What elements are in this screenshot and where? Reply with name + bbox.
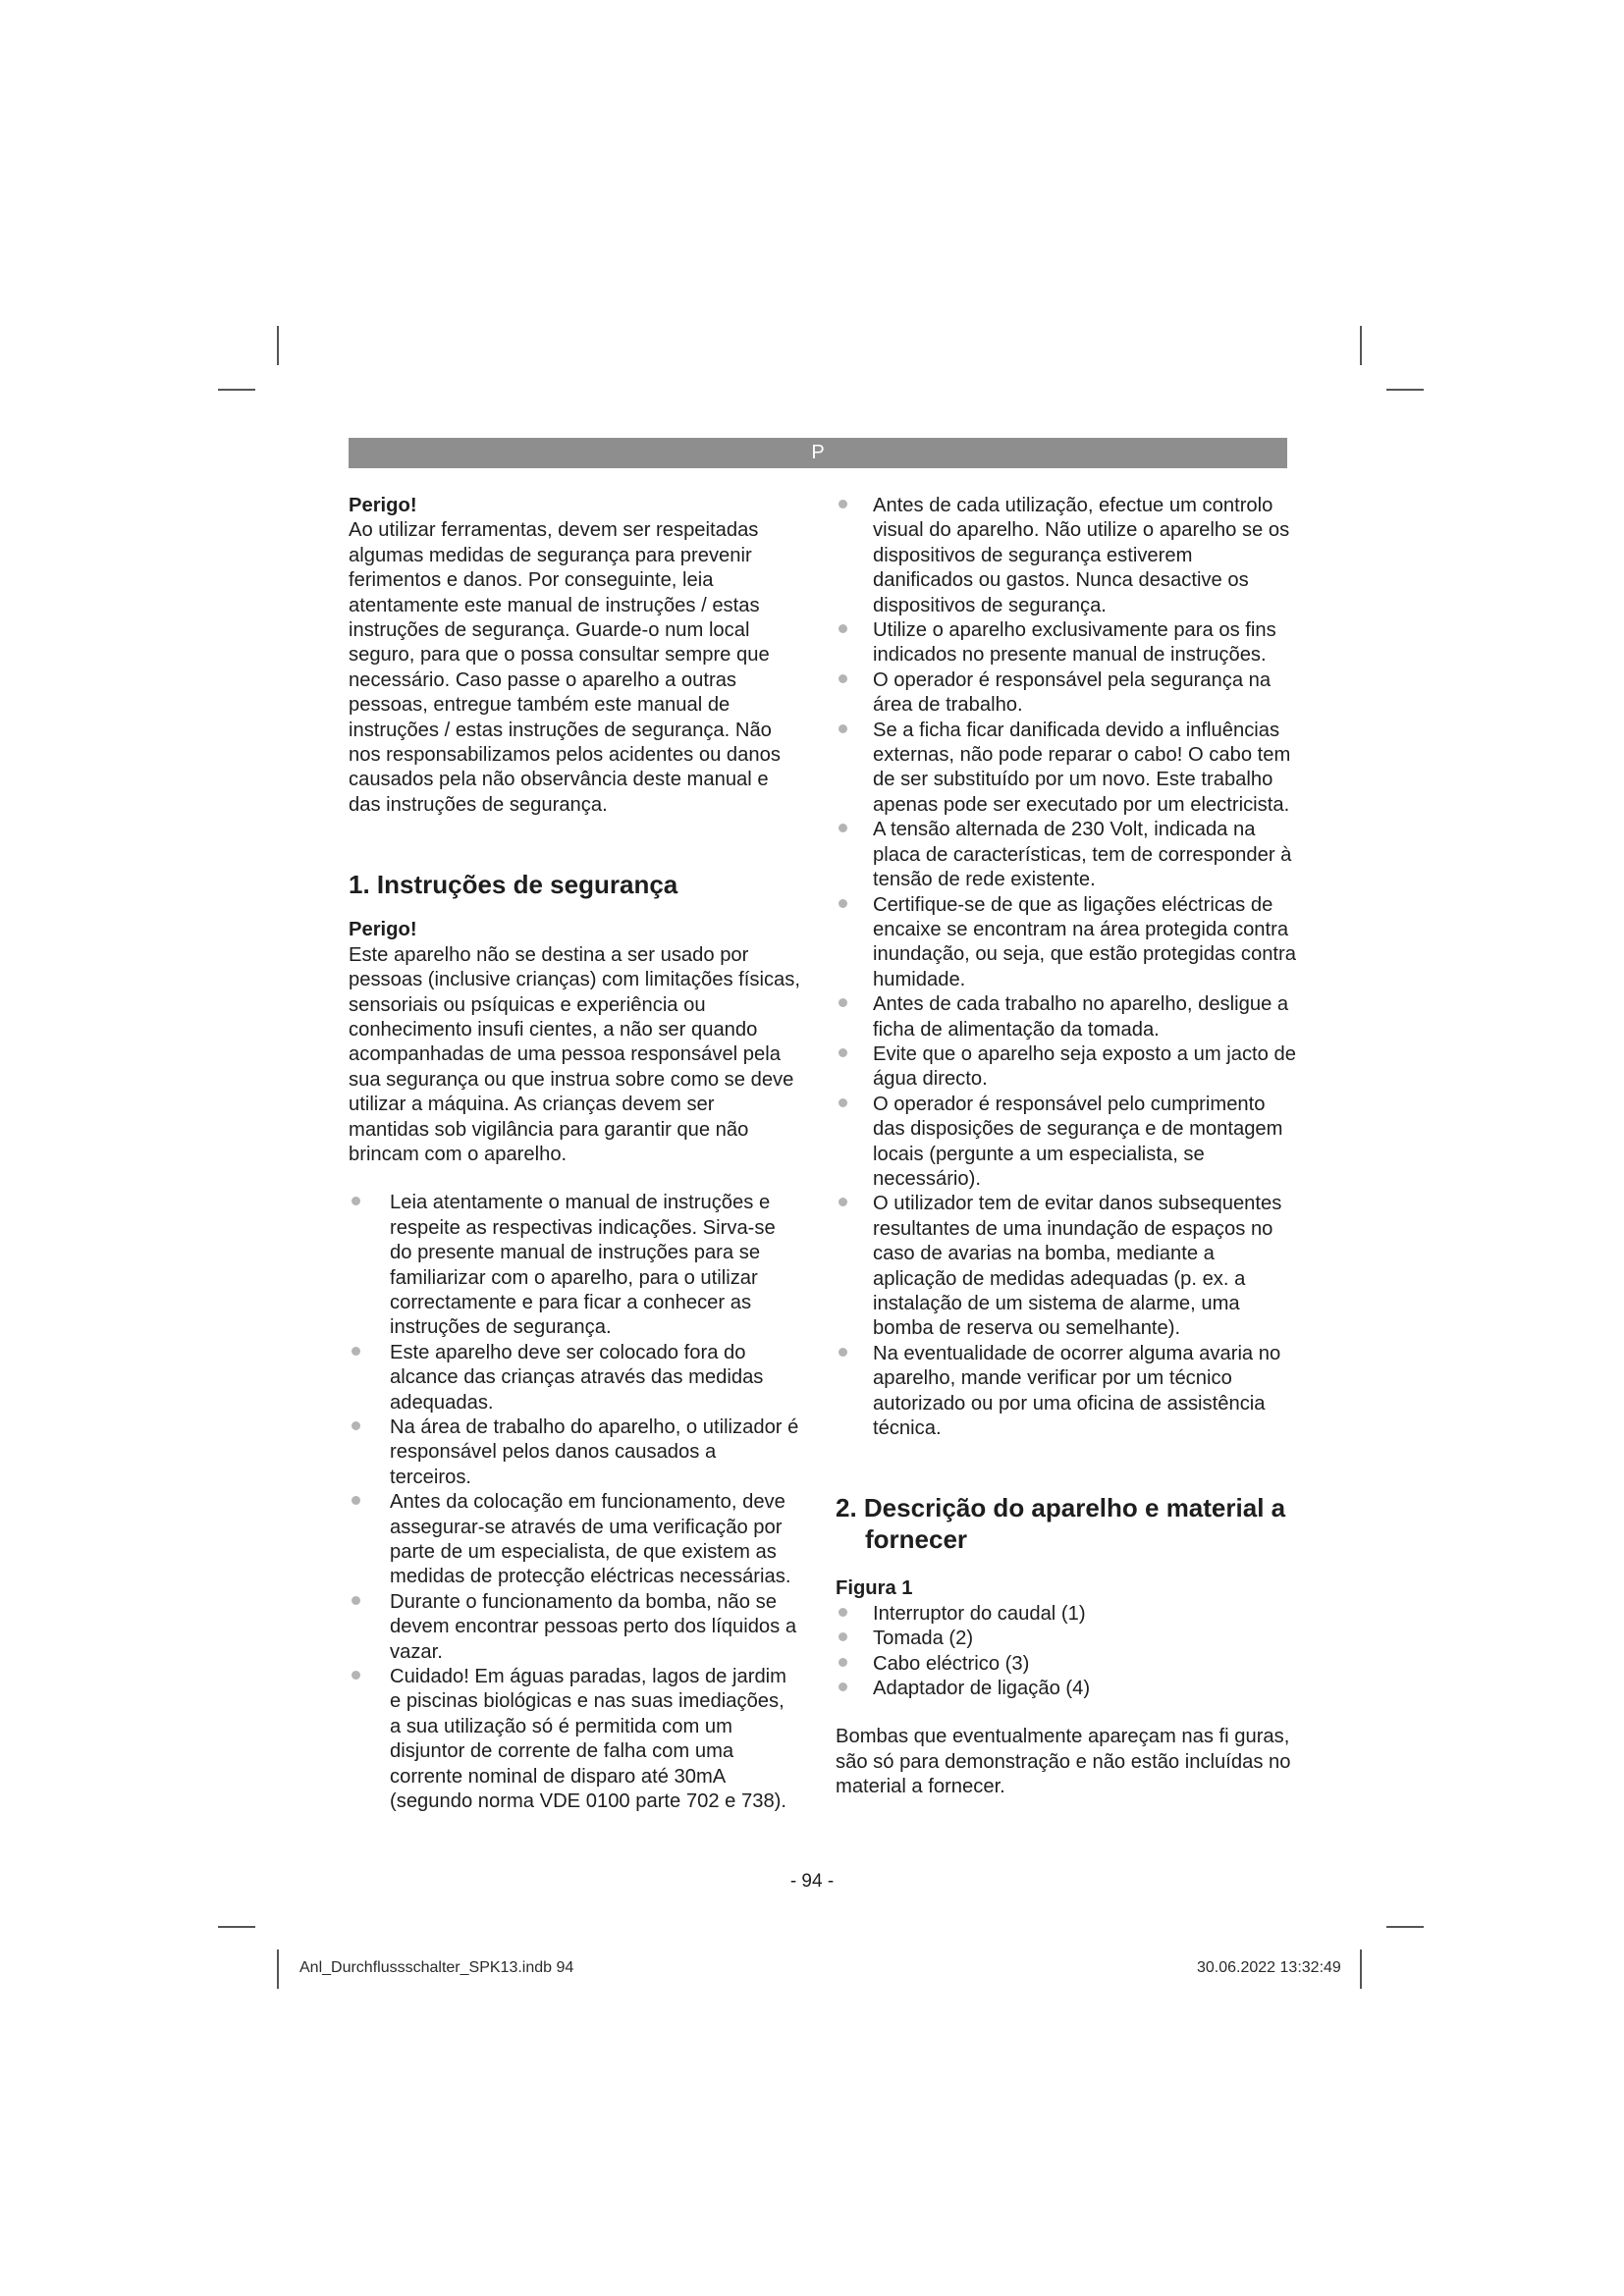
list-item: Na eventualidade de ocorrer alguma avaria no aparelho, mande verificar por um técnico autorizado ou por uma oficina de assistência técnica.	[836, 1342, 1297, 1442]
list-item: Adaptador de ligação (4)	[836, 1677, 1297, 1701]
right-safety-list	[836, 494, 1297, 1441]
intro-heading: Perigo!	[349, 495, 417, 516]
left-safety-list	[349, 1191, 800, 1814]
list-item: Antes de cada trabalho no aparelho, desligue a ficha de alimentação da tomada.	[836, 992, 1297, 1042]
danger-paragraph: Este aparelho não se destina a ser usado por pessoas (inclusive crianças) com limitações físicas, sensoriais ou psíquicas e experiência ou conhecimento insufi cientes, a não ser quando acompanhadas de uma pessoa responsável pela sua segurança ou que instrua sobre como se deve utilizar a máquina. As crianças devem ser mantidas sob vigilância para garantir que não brincam com o aparelho.	[349, 943, 800, 1165]
right-column	[836, 494, 1297, 1800]
list-item: Evite que o aparelho seja exposto a um jacto de água directo.	[836, 1042, 1297, 1093]
list-item: Tomada (2)	[836, 1627, 1297, 1651]
list-item: O operador é responsável pelo cumprimento das disposições de segurança e de montagem locais (pergunte a um especialista, se necessário).	[836, 1093, 1297, 1193]
list-item: Cuidado! Em águas paradas, lagos de jardim e piscinas biológicas e nas suas imediações, a sua utilização só é permitida com um disjuntor de corrente de falha com uma corrente nominal de disparo até 30mA (segundo norma VDE 0100 parte 702 e 738).	[349, 1665, 800, 1814]
closing-paragraph: Bombas que eventualmente apareçam nas fi guras, são só para demonstração e não estão incluídas no material a fornecer.	[836, 1726, 1291, 1798]
language-header-bar: P	[349, 438, 1287, 468]
crop-mark-bottom-right-vertical	[1360, 1949, 1362, 1989]
crop-mark-top-left-horizontal	[218, 389, 255, 391]
section-1-title: 1. Instruções de segurança	[349, 870, 678, 900]
danger-heading: Perigo!	[349, 919, 417, 941]
list-item: Se a ficha ficar danificada devido a influências externas, não pode reparar o cabo! O cabo tem de ser substituído por um novo. Este trabalho apenas pode ser executado por um electricista.	[836, 719, 1297, 819]
list-item: Utilize o aparelho exclusivamente para os fins indicados no presente manual de instruções.	[836, 618, 1297, 668]
section-2-title: 2. Descrição do aparelho e material a fornecer	[836, 1493, 1286, 1555]
list-item: O operador é responsável pela segurança na área de trabalho.	[836, 668, 1297, 719]
crop-mark-top-right-vertical	[1360, 326, 1362, 365]
footer-file-name: Anl_Durchflussschalter_SPK13.indb 94	[299, 1959, 574, 1976]
crop-mark-bottom-right-horizontal	[1386, 1926, 1424, 1928]
crop-mark-bottom-left-horizontal	[218, 1926, 255, 1928]
figure-items-list	[836, 1602, 1297, 1702]
list-item: Interruptor do caudal (1)	[836, 1602, 1297, 1627]
crop-mark-top-left-vertical	[277, 326, 279, 365]
page-number: - 94 -	[789, 1871, 835, 1892]
left-column	[349, 494, 800, 1815]
list-item: A tensão alternada de 230 Volt, indicada na placa de características, tem de corresponder à tensão de rede existente.	[836, 818, 1297, 892]
list-item: Certifique-se de que as ligações eléctricas de encaixe se encontram na área protegida contra inundação, ou seja, que estão protegidas contra humidade.	[836, 893, 1297, 993]
list-item: Durante o funcionamento da bomba, não se devem encontrar pessoas perto dos líquidos a vazar.	[349, 1590, 800, 1665]
figure-label: Figura 1	[836, 1577, 913, 1600]
intro-paragraph: Ao utilizar ferramentas, devem ser respeitadas algumas medidas de segurança para prevenir ferimentos e danos. Por conseguinte, leia atentamente este manual de instruções / estas instruções de segurança. Guarde-o num local seguro, para que o possa consultar sempre que necessário. Caso passe o aparelho a outras pessoas, entregue também este manual de instruções / estas instruções de segurança. Não nos responsabilizamos pelos acidentes ou danos causados pela não observância deste manual e das instruções de segurança.	[349, 519, 781, 816]
list-item: Cabo eléctrico (3)	[836, 1652, 1297, 1677]
list-item: Este aparelho deve ser colocado fora do alcance das crianças através das medidas adequadas.	[349, 1341, 800, 1415]
crop-mark-top-right-horizontal	[1386, 389, 1424, 391]
list-item: Leia atentamente o manual de instruções e respeite as respectivas indicações. Sirva-se do presente manual de instruções para se familiarizar com o aparelho, para o utilizar correctamente e para ficar a conhecer as instruções de segurança.	[349, 1191, 800, 1340]
list-item: Antes da colocação em funcionamento, deve assegurar-se através de uma verificação por parte de um especialista, de que existem as medidas de protecção eléctricas necessárias.	[349, 1490, 800, 1590]
footer-date-time: 30.06.2022 13:32:49	[1197, 1959, 1341, 1976]
list-item: O utilizador tem de evitar danos subsequentes resultantes de uma inundação de espaços no caso de avarias na bomba, mediante a aplicação de medidas adequadas (p. ex. a instalação de um sistema de alarme, uma bomba de reserva ou semelhante).	[836, 1192, 1297, 1341]
list-item: Antes de cada utilização, efectue um controlo visual do aparelho. Não utilize o aparelho se os dispositivos de segurança estiverem danificados ou gastos. Nunca desactive os dispositivos de segurança.	[836, 494, 1297, 618]
crop-mark-bottom-left-vertical	[277, 1949, 279, 1989]
list-item: Na área de trabalho do aparelho, o utilizador é responsável pelos danos causados a terceiros.	[349, 1415, 800, 1490]
